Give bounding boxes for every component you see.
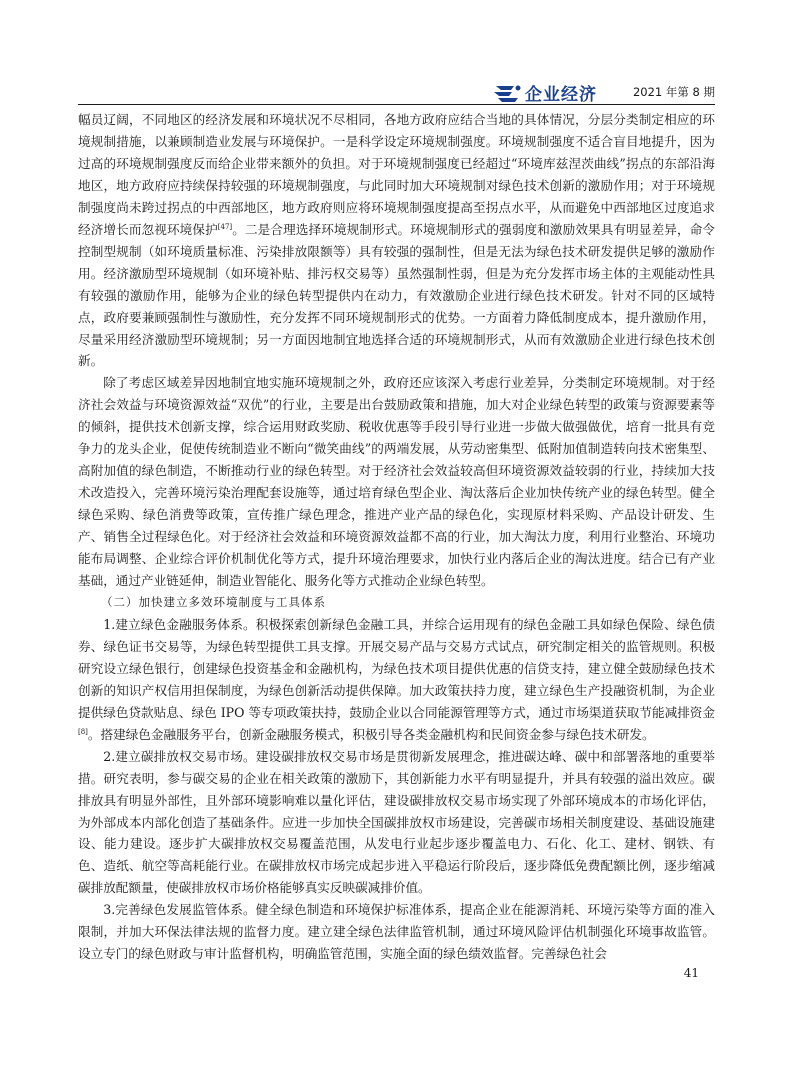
- citation: [8]: [78, 727, 88, 736]
- paragraph: 除了考虑区域差异因地制宜地实施环境规制之外，政府还应该深入考虑行业差异，分类制定环境规制。对于经济社会效益与环境资源效益“双优”的行业，主要是出台鼓励政策和措施，加大对企业绿色转型的政策与资源要素等的倾斜，提供技术创新支撑，综合运用财政奖励、税收优惠等手段引导行业进一步做大做强做优，培育一批具有竞争力的龙头企业，促使传统制造业不断向“微笑曲线”的两端发展，从劳动密集型、低附加值制造转向技术密集型、高附加值的绿色制造，不断推动行业的绿色转型。对于经济社会效益较高但环境资源效益较弱的行业，持续加大技术改造投入，完善环境污染治理配套设施等，通过培育绿色型企业、淘汰落后企业加快传统产业的绿色转型。健全绿色采购、绿色消费等政策，宣传推广绿色理念，推进产业产品的绿色化，实现原材料采购、产品设计研发、生产、销售全过程绿色化。对于经济社会效益和环境资源效益都不高的行业，加大淘汰力度，利用行业整治、环境功能布局调整、企业综合评价机制优化等方式，提升环境治理要求，加快行业内落后企业的淘汰进度。结合已有产业基础，通过产业链延伸，制造业智能化、服务化等方式推动企业绿色转型。: [78, 375, 715, 589]
- paragraph-text: 。二是合理选择环境规制形式。环境规制形式的强弱度和激励效果具有明显差异，命令控制型规制（如环境质量标准、污染排放限额等）具有较强的强制性，但是无法为绿色技术研发提供足够的激励作用。经济激励型环境规制（如环境补贴、排污权交易等）虽然强制性弱，但是为充分发挥市场主体的主观能动性具有较强的激励作用，能够为企业的绿色转型提供内在动力，有效激励企业进行绿色技术研发。针对不同的区域特点，政府要兼顾强制性与激励性，充分发挥不同环境规制形式的优势。一方面着力降低制度成本，提升激励作用，尽量采用经济激励型环境规制；另一方面因地制宜地选择合适的环境规制形式，从而有效激励企业进行绿色技术创新。: [78, 221, 716, 369]
- citation: [47]: [217, 222, 233, 231]
- journal-logo-icon: [494, 83, 522, 103]
- article-body: [78, 109, 715, 965]
- page-number: 41: [683, 966, 699, 980]
- paragraph: [78, 614, 715, 746]
- paragraph: 3.完善绿色发展监管体系。健全绿色制造和环境保护标准体系，提高企业在能源消耗、环境污染等方面的准入限制，并加大环保法律法规的监督力度。建立建全绿色法律监管机制，通过环境风险评估机制强化环境事故监管。设立专门的绿色财政与审计监督机构，明确监管范围，实施全面的绿色绩效监督。完善绿色社会: [78, 902, 715, 962]
- paragraph-text: 幅员辽阔，不同地区的经济发展和环境状况不尽相同，各地方政府应结合当地的具体情况，分层分类制定相应的环境规制措施，以兼顾制造业发展与环境保护。一是科学设定环境规制强度。环境规制强度不适合盲目地提升，因为过高的环境规制强度反而给企业带来额外的负担。对于环境规制强度已经超过“环境库兹涅茨曲线”拐点的东部沿海地区，地方政府应持续保持较强的环境规制强度，与此同时加大环境规制对绿色技术创新的激励作用；对于环境规制强度尚未跨过拐点的中西部地区，地方政府则应将环境规制强度提高至拐点水平，从而避免中西部地区过度追求经济增长而忽视环境保护: [78, 112, 715, 237]
- issue-label: 2021 年第 8 期: [632, 85, 715, 99]
- journal-name: 企业经济: [525, 85, 597, 105]
- page-header: [78, 76, 715, 105]
- paragraph: [78, 109, 715, 372]
- paragraph: 2.建立碳排放权交易市场。建设碳排放权交易市场是贯彻新发展理念，推进碳达峰、碳中和部署落地的重要举措。研究表明，参与碳交易的企业在相关政策的激励下，其创新能力水平有明显提升，并具有较强的溢出效应。碳排放具有明显外部性，且外部环境影响难以量化评估，建设碳排放权交易市场实现了外部环境成本的市场化评估，为外部成本内部化创造了基础条件。应进一步加快全国碳排放权市场建设，完善碳市场相关制度建设、基础设施建设、能力建设。逐步扩大碳排放权交易覆盖范围，从发电行业起步逐步覆盖电力、石化、化工、建材、钢铁、有色、造纸、航空等高耗能行业。在碳排放权市场完成起步进入平稳运行阶段后，逐步降低免费配额比例，逐步缩减碳排放配额量，使碳排放权市场价格能够真实反映碳减排价值。: [78, 748, 715, 896]
- section-heading: （二）加快建立多效环境制度与工具体系: [101, 594, 326, 609]
- journal-logo: [494, 80, 597, 105]
- paragraph-text: 1.建立绿色金融服务体系。积极探索创新绿色金融工具，并综合运用现有的绿色金融工具如绿色保险、绿色债券、绿色证书交易等，为绿色转型提供工具支撑。开展交易产品与交易方式试点，研究制定相关的监管规则。积极研究设立绿色银行，创建绿色投资基金和金融机构，为绿色技术项目提供优惠的信贷支持，建立健全鼓励绿色技术创新的知识产权信用担保制度，为绿色创新活动提供保障。加大政策扶持力度，建立绿色生产投融资机制，为企业提供绿色贷款贴息、绿色 IPO 等专项政策扶持，鼓励企业以合同能源管理等方式，通过市场渠道获取节能减排资金: [78, 616, 715, 720]
- paragraph-text: 。搭建绿色金融服务平台，创新金融服务模式，积极引导各类金融机构和民间资金参与绿色技术研发。: [87, 726, 655, 742]
